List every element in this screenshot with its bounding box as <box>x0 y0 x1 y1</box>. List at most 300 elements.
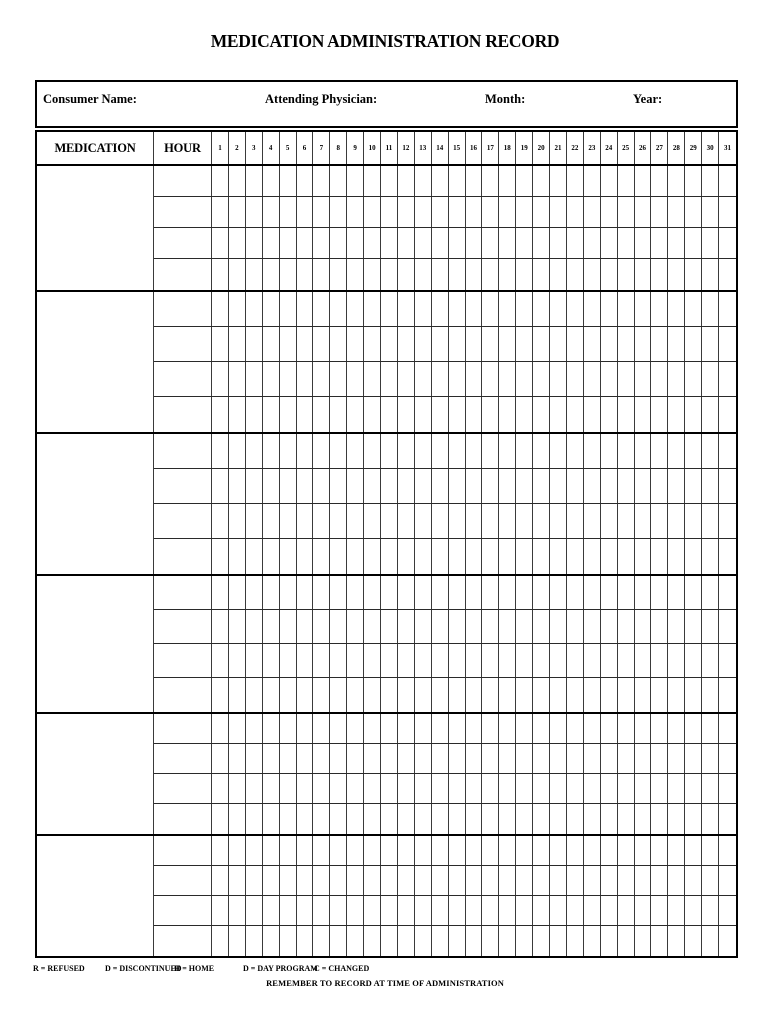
day-cell[interactable] <box>601 327 618 361</box>
day-cell[interactable] <box>567 926 584 956</box>
day-cell[interactable] <box>601 866 618 895</box>
day-cell[interactable] <box>330 469 347 503</box>
hour-cell[interactable] <box>154 576 212 609</box>
day-cell[interactable] <box>550 804 567 834</box>
day-cell[interactable] <box>229 228 246 258</box>
day-cell[interactable] <box>651 166 668 196</box>
day-cell[interactable] <box>280 397 297 432</box>
day-cell[interactable] <box>263 434 280 468</box>
day-cell[interactable] <box>601 434 618 468</box>
day-cell[interactable] <box>246 504 263 538</box>
day-cell[interactable] <box>212 866 229 895</box>
day-cell[interactable] <box>381 469 398 503</box>
day-cell[interactable] <box>212 259 229 290</box>
day-cell[interactable] <box>263 228 280 258</box>
day-cell[interactable] <box>584 644 601 677</box>
day-cell[interactable] <box>313 166 330 196</box>
day-cell[interactable] <box>449 926 466 956</box>
day-cell[interactable] <box>550 197 567 227</box>
day-cell[interactable] <box>719 434 736 468</box>
day-cell[interactable] <box>466 397 483 432</box>
day-cell[interactable] <box>550 644 567 677</box>
day-cell[interactable] <box>297 228 314 258</box>
day-cell[interactable] <box>482 926 499 956</box>
year-field[interactable] <box>633 92 728 107</box>
day-cell[interactable] <box>550 714 567 743</box>
day-cell[interactable] <box>432 397 449 432</box>
day-cell[interactable] <box>516 836 533 865</box>
day-cell[interactable] <box>533 228 550 258</box>
day-cell[interactable] <box>415 469 432 503</box>
day-cell[interactable] <box>685 166 702 196</box>
day-cell[interactable] <box>246 610 263 643</box>
day-cell[interactable] <box>449 292 466 326</box>
day-cell[interactable] <box>398 804 415 834</box>
day-cell[interactable] <box>313 327 330 361</box>
day-cell[interactable] <box>449 259 466 290</box>
day-cell[interactable] <box>330 576 347 609</box>
day-cell[interactable] <box>668 576 685 609</box>
day-cell[interactable] <box>432 434 449 468</box>
day-cell[interactable] <box>449 714 466 743</box>
day-cell[interactable] <box>533 926 550 956</box>
day-cell[interactable] <box>499 166 516 196</box>
day-cell[interactable] <box>432 926 449 956</box>
day-cell[interactable] <box>618 774 635 803</box>
day-cell[interactable] <box>229 539 246 574</box>
hour-cell[interactable] <box>154 804 212 834</box>
day-cell[interactable] <box>635 744 652 773</box>
day-cell[interactable] <box>685 610 702 643</box>
day-cell[interactable] <box>719 228 736 258</box>
day-cell[interactable] <box>432 896 449 925</box>
day-cell[interactable] <box>263 804 280 834</box>
day-cell[interactable] <box>330 774 347 803</box>
day-cell[interactable] <box>280 228 297 258</box>
day-cell[interactable] <box>449 836 466 865</box>
day-cell[interactable] <box>415 539 432 574</box>
day-cell[interactable] <box>516 804 533 834</box>
day-cell[interactable] <box>651 539 668 574</box>
hour-cell[interactable] <box>154 504 212 538</box>
day-cell[interactable] <box>212 744 229 773</box>
day-cell[interactable] <box>280 926 297 956</box>
day-cell[interactable] <box>212 714 229 743</box>
day-cell[interactable] <box>297 866 314 895</box>
day-cell[interactable] <box>584 292 601 326</box>
day-cell[interactable] <box>280 434 297 468</box>
day-cell[interactable] <box>482 896 499 925</box>
day-cell[interactable] <box>263 836 280 865</box>
day-cell[interactable] <box>533 259 550 290</box>
day-cell[interactable] <box>212 804 229 834</box>
day-cell[interactable] <box>212 228 229 258</box>
day-cell[interactable] <box>381 836 398 865</box>
day-cell[interactable] <box>212 539 229 574</box>
day-cell[interactable] <box>516 397 533 432</box>
day-cell[interactable] <box>364 774 381 803</box>
day-cell[interactable] <box>381 397 398 432</box>
day-cell[interactable] <box>466 576 483 609</box>
day-cell[interactable] <box>398 896 415 925</box>
day-cell[interactable] <box>364 610 381 643</box>
day-cell[interactable] <box>584 197 601 227</box>
day-cell[interactable] <box>246 166 263 196</box>
day-cell[interactable] <box>584 362 601 396</box>
day-cell[interactable] <box>533 397 550 432</box>
day-cell[interactable] <box>719 576 736 609</box>
day-cell[interactable] <box>601 714 618 743</box>
day-cell[interactable] <box>415 576 432 609</box>
day-cell[interactable] <box>668 292 685 326</box>
day-cell[interactable] <box>449 434 466 468</box>
day-cell[interactable] <box>415 504 432 538</box>
day-cell[interactable] <box>246 804 263 834</box>
hour-cell[interactable] <box>154 539 212 574</box>
day-cell[interactable] <box>635 804 652 834</box>
day-cell[interactable] <box>347 714 364 743</box>
day-cell[interactable] <box>601 804 618 834</box>
day-cell[interactable] <box>381 926 398 956</box>
day-cell[interactable] <box>330 896 347 925</box>
day-cell[interactable] <box>516 576 533 609</box>
day-cell[interactable] <box>635 836 652 865</box>
medication-name-cell[interactable] <box>37 576 154 712</box>
day-cell[interactable] <box>280 744 297 773</box>
hour-cell[interactable] <box>154 774 212 803</box>
day-cell[interactable] <box>567 804 584 834</box>
day-cell[interactable] <box>398 644 415 677</box>
day-cell[interactable] <box>246 644 263 677</box>
day-cell[interactable] <box>651 804 668 834</box>
day-cell[interactable] <box>567 539 584 574</box>
day-cell[interactable] <box>432 644 449 677</box>
day-cell[interactable] <box>449 166 466 196</box>
day-cell[interactable] <box>212 774 229 803</box>
day-cell[interactable] <box>651 259 668 290</box>
day-cell[interactable] <box>347 678 364 712</box>
day-cell[interactable] <box>398 744 415 773</box>
day-cell[interactable] <box>668 397 685 432</box>
day-cell[interactable] <box>618 504 635 538</box>
day-cell[interactable] <box>466 926 483 956</box>
day-cell[interactable] <box>702 678 719 712</box>
day-cell[interactable] <box>330 610 347 643</box>
day-cell[interactable] <box>297 714 314 743</box>
day-cell[interactable] <box>432 259 449 290</box>
day-cell[interactable] <box>212 836 229 865</box>
day-cell[interactable] <box>668 228 685 258</box>
day-cell[interactable] <box>651 504 668 538</box>
day-cell[interactable] <box>668 866 685 895</box>
day-cell[interactable] <box>685 197 702 227</box>
day-cell[interactable] <box>533 866 550 895</box>
day-cell[interactable] <box>330 926 347 956</box>
day-cell[interactable] <box>550 774 567 803</box>
day-cell[interactable] <box>635 714 652 743</box>
day-cell[interactable] <box>432 166 449 196</box>
day-cell[interactable] <box>550 397 567 432</box>
day-cell[interactable] <box>601 228 618 258</box>
day-cell[interactable] <box>584 744 601 773</box>
day-cell[interactable] <box>516 714 533 743</box>
day-cell[interactable] <box>330 714 347 743</box>
day-cell[interactable] <box>381 774 398 803</box>
day-cell[interactable] <box>398 576 415 609</box>
day-cell[interactable] <box>381 866 398 895</box>
hour-cell[interactable] <box>154 866 212 895</box>
day-cell[interactable] <box>212 434 229 468</box>
day-cell[interactable] <box>533 896 550 925</box>
day-cell[interactable] <box>415 774 432 803</box>
day-cell[interactable] <box>466 434 483 468</box>
day-cell[interactable] <box>651 362 668 396</box>
day-cell[interactable] <box>635 228 652 258</box>
day-cell[interactable] <box>533 644 550 677</box>
day-cell[interactable] <box>212 678 229 712</box>
day-cell[interactable] <box>449 228 466 258</box>
day-cell[interactable] <box>499 714 516 743</box>
day-cell[interactable] <box>584 469 601 503</box>
day-cell[interactable] <box>533 327 550 361</box>
day-cell[interactable] <box>567 576 584 609</box>
day-cell[interactable] <box>618 539 635 574</box>
day-cell[interactable] <box>499 504 516 538</box>
consumer-name-field[interactable] <box>43 92 258 107</box>
hour-cell[interactable] <box>154 292 212 326</box>
day-cell[interactable] <box>618 469 635 503</box>
day-cell[interactable] <box>533 836 550 865</box>
day-cell[interactable] <box>668 327 685 361</box>
day-cell[interactable] <box>415 197 432 227</box>
day-cell[interactable] <box>668 744 685 773</box>
day-cell[interactable] <box>635 504 652 538</box>
day-cell[interactable] <box>246 197 263 227</box>
day-cell[interactable] <box>415 678 432 712</box>
day-cell[interactable] <box>635 166 652 196</box>
day-cell[interactable] <box>635 327 652 361</box>
day-cell[interactable] <box>297 362 314 396</box>
day-cell[interactable] <box>651 836 668 865</box>
day-cell[interactable] <box>719 678 736 712</box>
day-cell[interactable] <box>466 259 483 290</box>
day-cell[interactable] <box>584 774 601 803</box>
hour-cell[interactable] <box>154 397 212 432</box>
day-cell[interactable] <box>584 504 601 538</box>
day-cell[interactable] <box>432 804 449 834</box>
day-cell[interactable] <box>567 504 584 538</box>
day-cell[interactable] <box>330 866 347 895</box>
day-cell[interactable] <box>364 896 381 925</box>
day-cell[interactable] <box>550 539 567 574</box>
hour-cell[interactable] <box>154 362 212 396</box>
day-cell[interactable] <box>381 504 398 538</box>
day-cell[interactable] <box>719 610 736 643</box>
day-cell[interactable] <box>618 866 635 895</box>
day-cell[interactable] <box>618 197 635 227</box>
day-cell[interactable] <box>685 434 702 468</box>
day-cell[interactable] <box>398 292 415 326</box>
day-cell[interactable] <box>719 896 736 925</box>
day-cell[interactable] <box>601 774 618 803</box>
day-cell[interactable] <box>702 926 719 956</box>
day-cell[interactable] <box>702 576 719 609</box>
day-cell[interactable] <box>313 714 330 743</box>
day-cell[interactable] <box>635 197 652 227</box>
day-cell[interactable] <box>280 678 297 712</box>
day-cell[interactable] <box>263 744 280 773</box>
day-cell[interactable] <box>533 292 550 326</box>
day-cell[interactable] <box>432 774 449 803</box>
day-cell[interactable] <box>398 327 415 361</box>
day-cell[interactable] <box>263 362 280 396</box>
day-cell[interactable] <box>297 836 314 865</box>
day-cell[interactable] <box>398 504 415 538</box>
day-cell[interactable] <box>567 327 584 361</box>
day-cell[interactable] <box>601 678 618 712</box>
day-cell[interactable] <box>381 197 398 227</box>
day-cell[interactable] <box>651 866 668 895</box>
day-cell[interactable] <box>533 434 550 468</box>
day-cell[interactable] <box>533 804 550 834</box>
day-cell[interactable] <box>229 292 246 326</box>
day-cell[interactable] <box>685 327 702 361</box>
day-cell[interactable] <box>246 896 263 925</box>
day-cell[interactable] <box>280 866 297 895</box>
day-cell[interactable] <box>550 926 567 956</box>
day-cell[interactable] <box>668 714 685 743</box>
day-cell[interactable] <box>499 610 516 643</box>
day-cell[interactable] <box>702 292 719 326</box>
day-cell[interactable] <box>651 714 668 743</box>
day-cell[interactable] <box>432 714 449 743</box>
day-cell[interactable] <box>280 292 297 326</box>
day-cell[interactable] <box>398 469 415 503</box>
day-cell[interactable] <box>347 166 364 196</box>
day-cell[interactable] <box>415 744 432 773</box>
day-cell[interactable] <box>229 434 246 468</box>
day-cell[interactable] <box>364 504 381 538</box>
day-cell[interactable] <box>449 744 466 773</box>
day-cell[interactable] <box>466 744 483 773</box>
day-cell[interactable] <box>466 610 483 643</box>
day-cell[interactable] <box>313 926 330 956</box>
day-cell[interactable] <box>668 259 685 290</box>
day-cell[interactable] <box>719 259 736 290</box>
day-cell[interactable] <box>449 539 466 574</box>
day-cell[interactable] <box>330 836 347 865</box>
day-cell[interactable] <box>584 804 601 834</box>
day-cell[interactable] <box>584 539 601 574</box>
day-cell[interactable] <box>702 836 719 865</box>
day-cell[interactable] <box>381 896 398 925</box>
day-cell[interactable] <box>584 434 601 468</box>
day-cell[interactable] <box>212 397 229 432</box>
medication-name-cell[interactable] <box>37 714 154 834</box>
day-cell[interactable] <box>702 504 719 538</box>
day-cell[interactable] <box>280 197 297 227</box>
day-cell[interactable] <box>415 804 432 834</box>
day-cell[interactable] <box>313 836 330 865</box>
day-cell[interactable] <box>449 397 466 432</box>
day-cell[interactable] <box>381 166 398 196</box>
day-cell[interactable] <box>719 197 736 227</box>
day-cell[interactable] <box>449 610 466 643</box>
day-cell[interactable] <box>516 362 533 396</box>
day-cell[interactable] <box>330 539 347 574</box>
day-cell[interactable] <box>685 836 702 865</box>
day-cell[interactable] <box>364 292 381 326</box>
day-cell[interactable] <box>584 166 601 196</box>
day-cell[interactable] <box>347 504 364 538</box>
day-cell[interactable] <box>212 327 229 361</box>
day-cell[interactable] <box>482 292 499 326</box>
day-cell[interactable] <box>651 434 668 468</box>
day-cell[interactable] <box>297 926 314 956</box>
medication-name-cell[interactable] <box>37 434 154 574</box>
day-cell[interactable] <box>229 896 246 925</box>
day-cell[interactable] <box>601 896 618 925</box>
day-cell[interactable] <box>280 576 297 609</box>
day-cell[interactable] <box>381 434 398 468</box>
day-cell[interactable] <box>246 327 263 361</box>
day-cell[interactable] <box>381 539 398 574</box>
month-field[interactable] <box>485 92 625 107</box>
day-cell[interactable] <box>229 804 246 834</box>
medication-name-cell[interactable] <box>37 292 154 432</box>
day-cell[interactable] <box>263 539 280 574</box>
day-cell[interactable] <box>702 469 719 503</box>
day-cell[interactable] <box>499 259 516 290</box>
day-cell[interactable] <box>381 610 398 643</box>
day-cell[interactable] <box>635 576 652 609</box>
day-cell[interactable] <box>297 804 314 834</box>
day-cell[interactable] <box>398 774 415 803</box>
day-cell[interactable] <box>516 896 533 925</box>
day-cell[interactable] <box>229 836 246 865</box>
day-cell[interactable] <box>297 197 314 227</box>
day-cell[interactable] <box>550 504 567 538</box>
day-cell[interactable] <box>381 292 398 326</box>
day-cell[interactable] <box>313 576 330 609</box>
day-cell[interactable] <box>449 774 466 803</box>
day-cell[interactable] <box>719 774 736 803</box>
day-cell[interactable] <box>297 166 314 196</box>
day-cell[interactable] <box>550 896 567 925</box>
hour-cell[interactable] <box>154 327 212 361</box>
day-cell[interactable] <box>685 714 702 743</box>
day-cell[interactable] <box>635 434 652 468</box>
day-cell[interactable] <box>482 228 499 258</box>
day-cell[interactable] <box>601 197 618 227</box>
day-cell[interactable] <box>398 259 415 290</box>
day-cell[interactable] <box>364 644 381 677</box>
day-cell[interactable] <box>263 327 280 361</box>
day-cell[interactable] <box>550 866 567 895</box>
day-cell[interactable] <box>347 610 364 643</box>
day-cell[interactable] <box>246 539 263 574</box>
day-cell[interactable] <box>516 166 533 196</box>
day-cell[interactable] <box>651 576 668 609</box>
day-cell[interactable] <box>263 866 280 895</box>
day-cell[interactable] <box>550 228 567 258</box>
day-cell[interactable] <box>398 434 415 468</box>
hour-cell[interactable] <box>154 166 212 196</box>
day-cell[interactable] <box>263 197 280 227</box>
day-cell[interactable] <box>651 397 668 432</box>
day-cell[interactable] <box>466 228 483 258</box>
day-cell[interactable] <box>330 362 347 396</box>
